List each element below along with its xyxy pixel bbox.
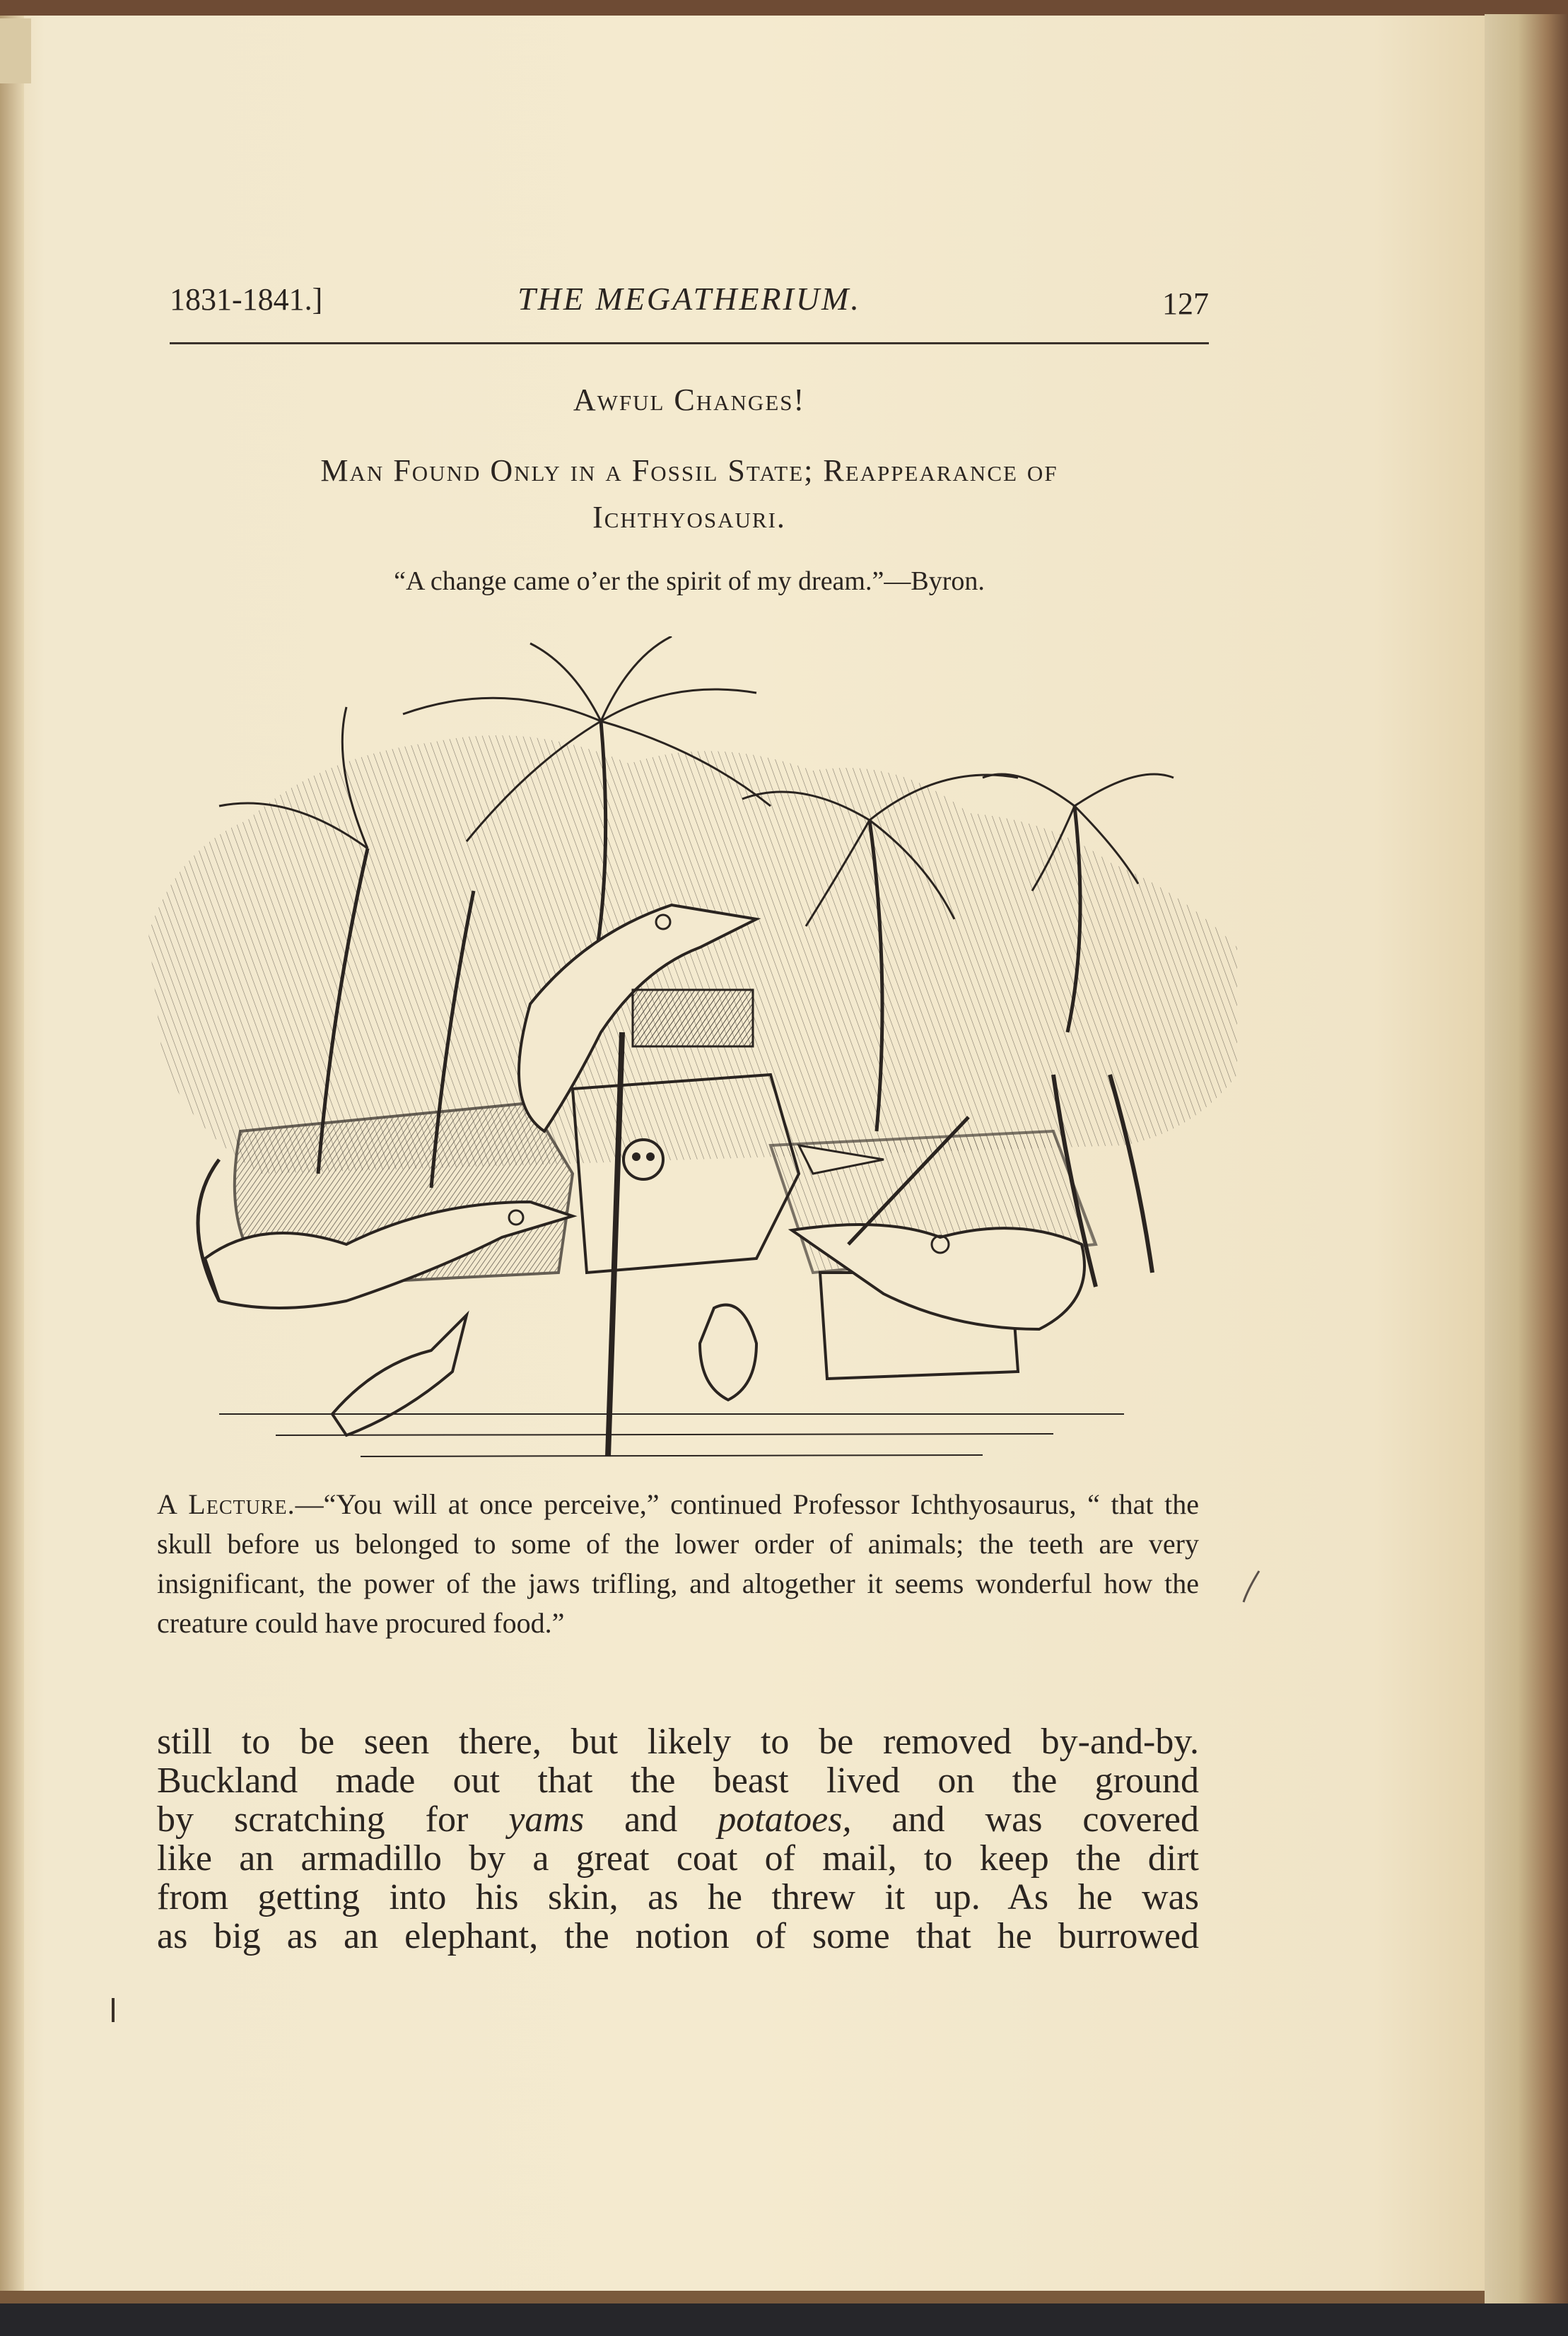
running-head-years: 1831-1841.] (170, 282, 323, 317)
body-line-3-part-3: and was covered (851, 1799, 1199, 1840)
body-line-3 (157, 1800, 1199, 1839)
body-line-4: like an armadillo by a great coat of mail, to keep the dirt (157, 1838, 1199, 1879)
caption-label: A Lecture. (157, 1488, 296, 1520)
page-number: 127 (1162, 286, 1209, 321)
body-word-potatoes: potatoes, (718, 1799, 852, 1840)
running-head (170, 276, 1209, 332)
header-rule (170, 342, 1209, 344)
body-line-3-part-2: and (584, 1799, 718, 1840)
body-word-yams: yams (508, 1799, 585, 1840)
body-text (157, 1722, 1199, 1956)
margin-mark (112, 1998, 115, 2022)
section-subtitle-line-1: Man Found Only in a Fossil State; Reappearance of (320, 453, 1058, 488)
body-line-2: Buckland made out that the beast lived on the ground (157, 1760, 1199, 1801)
page-stack-edge (1485, 14, 1568, 2305)
body-line-1: still to be seen there, but likely to be removed by-and-by. (157, 1722, 1199, 1762)
background-surface (0, 2303, 1568, 2336)
caption-text: —“You will at once perceive,” continued Professor Ichthyosaurus, “ that the skull before us belonged to some of the lower order of animals; the teeth are very insignificant, the power of the jaws trifling, and altogether it seems wonderful how the creature could have procured food.” (157, 1488, 1199, 1639)
gutter (0, 16, 24, 2291)
body-line-5: from getting into his skin, as he threw it up. As he was (157, 1877, 1199, 1917)
page-corner (0, 18, 31, 83)
engraving-illustration (134, 636, 1251, 1464)
section-title: Awful Changes! (573, 382, 806, 417)
section-subtitle-line-2: Ichthyosauri. (592, 500, 786, 535)
pencil-check-mark (1241, 1568, 1262, 1606)
body-line-6: as big as an elephant, the notion of some that he burrowed (157, 1916, 1199, 1956)
body-line-3-part-1: by scratching for (157, 1799, 509, 1840)
illustration-caption (157, 1485, 1199, 1643)
running-head-title: THE MEGATHERIUM. (517, 281, 861, 317)
epigraph: “A change came o’er the spirit of my dream.”—Byron. (394, 566, 985, 596)
